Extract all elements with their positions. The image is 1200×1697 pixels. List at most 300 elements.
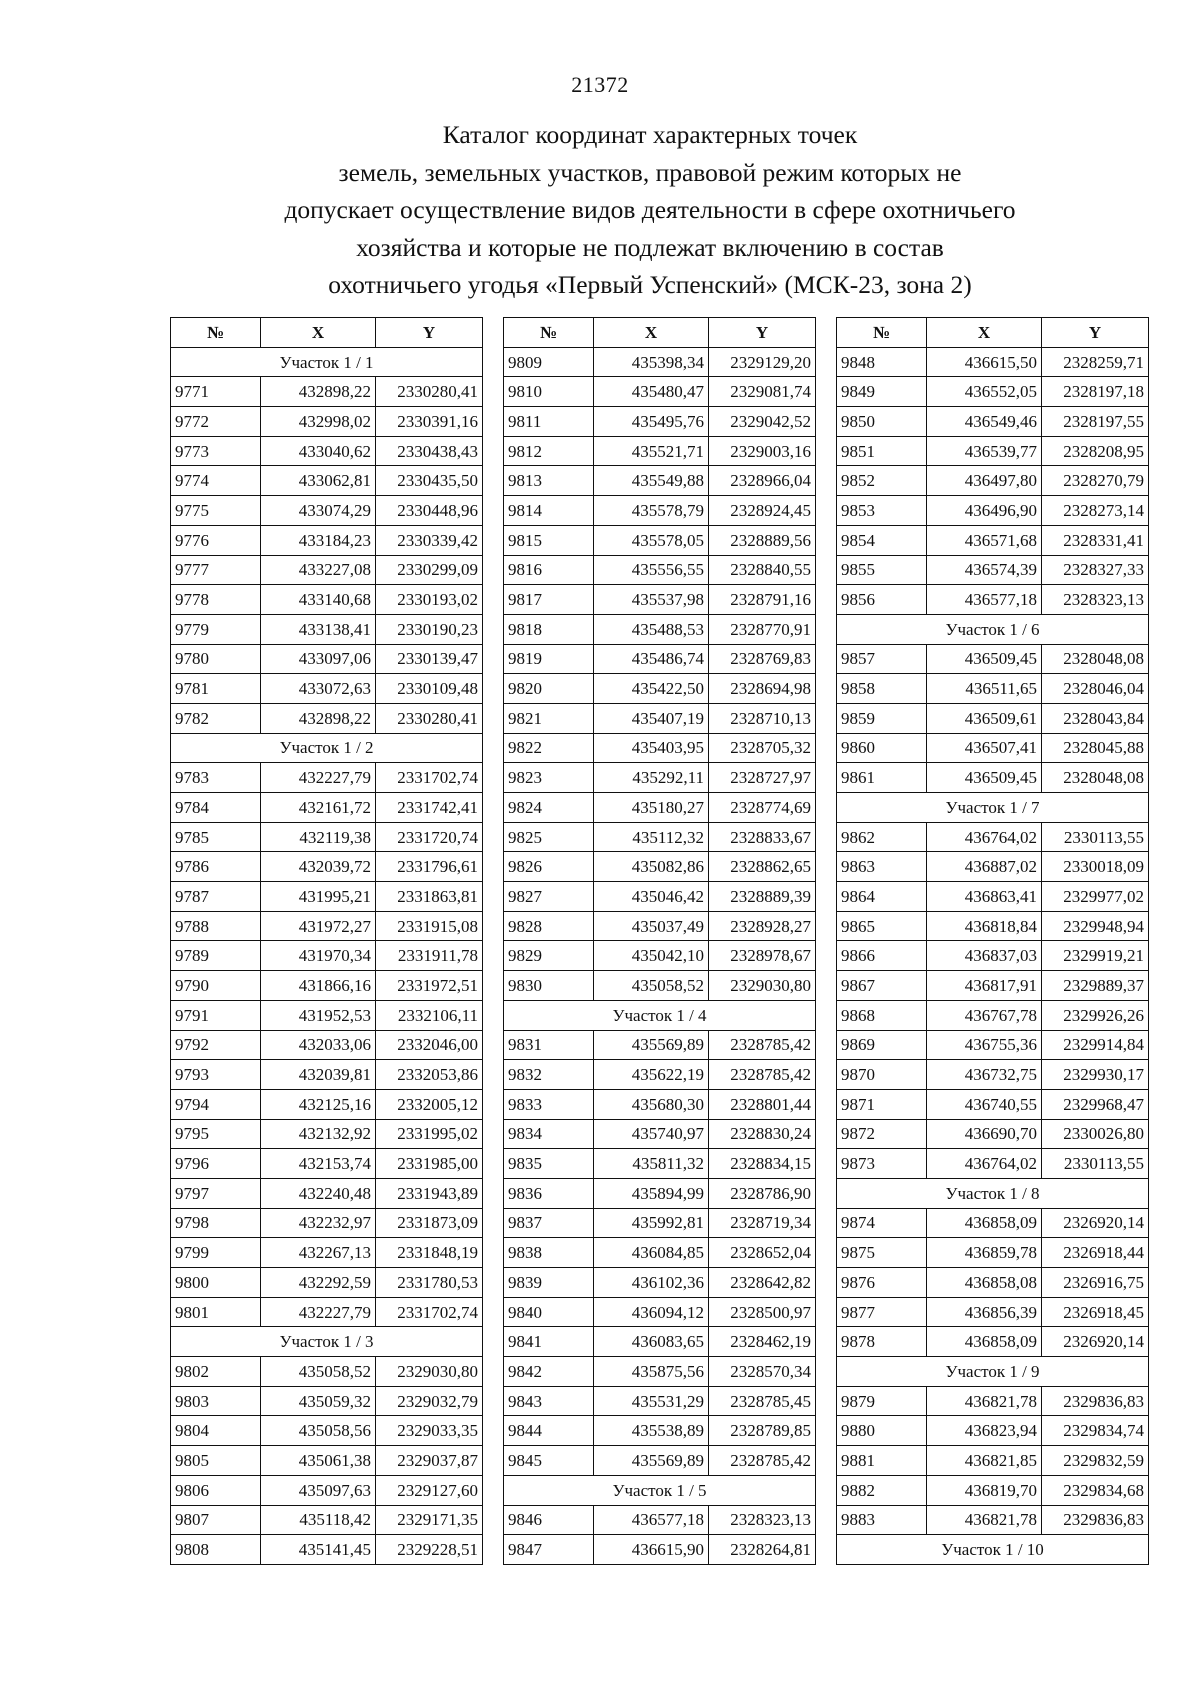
point-number-cell: 9777 <box>171 555 261 585</box>
section-row <box>171 1327 483 1357</box>
y-coordinate-cell: 2328331,41 <box>1042 525 1149 555</box>
x-coordinate-cell: 432267,13 <box>261 1238 376 1268</box>
x-coordinate-cell: 436549,46 <box>927 407 1042 437</box>
section-label: Участок 1 / 3 <box>171 1327 483 1357</box>
point-number-cell: 9776 <box>171 525 261 555</box>
table-body <box>504 347 816 1564</box>
point-number-cell: 9841 <box>504 1327 594 1357</box>
y-coordinate-cell: 2326916,75 <box>1042 1268 1149 1298</box>
section-row <box>837 1178 1149 1208</box>
point-number-cell: 9788 <box>171 911 261 941</box>
x-coordinate-cell: 435480,47 <box>594 377 709 407</box>
section-row <box>504 1475 816 1505</box>
table-row <box>171 1357 483 1387</box>
point-number-cell: 9824 <box>504 793 594 823</box>
x-coordinate-cell: 435118,42 <box>261 1505 376 1535</box>
point-number-cell: 9811 <box>504 407 594 437</box>
page-number: 21372 <box>571 72 629 97</box>
table-row <box>504 1327 816 1357</box>
point-number-cell: 9837 <box>504 1208 594 1238</box>
header-number: № <box>837 318 927 348</box>
point-number-cell: 9869 <box>837 1030 927 1060</box>
x-coordinate-cell: 435141,45 <box>261 1535 376 1565</box>
point-number-cell: 9873 <box>837 1149 927 1179</box>
y-coordinate-cell: 2331780,53 <box>376 1268 483 1298</box>
point-number-cell: 9817 <box>504 585 594 615</box>
header-number: № <box>504 318 594 348</box>
x-coordinate-cell: 436821,78 <box>927 1386 1042 1416</box>
y-coordinate-cell: 2328048,08 <box>1042 763 1149 793</box>
point-number-cell: 9804 <box>171 1416 261 1446</box>
y-coordinate-cell: 2329030,80 <box>709 971 816 1001</box>
point-number-cell: 9849 <box>837 377 927 407</box>
table-row <box>171 555 483 585</box>
point-number-cell: 9854 <box>837 525 927 555</box>
x-coordinate-cell: 435894,99 <box>594 1178 709 1208</box>
y-coordinate-cell: 2329834,74 <box>1042 1416 1149 1446</box>
y-coordinate-cell: 2328046,04 <box>1042 674 1149 704</box>
y-coordinate-cell: 2331702,74 <box>376 1297 483 1327</box>
title-line: охотничьего угодья «Первый Успенский» (МСК-23, зона 2) <box>328 270 972 299</box>
point-number-cell: 9794 <box>171 1089 261 1119</box>
x-coordinate-cell: 433097,06 <box>261 644 376 674</box>
point-number-cell: 9807 <box>171 1505 261 1535</box>
y-coordinate-cell: 2330280,41 <box>376 377 483 407</box>
section-row <box>837 793 1149 823</box>
x-coordinate-cell: 436690,70 <box>927 1119 1042 1149</box>
x-coordinate-cell: 432119,38 <box>261 822 376 852</box>
point-number-cell: 9787 <box>171 882 261 912</box>
point-number-cell: 9778 <box>171 585 261 615</box>
section-label: Участок 1 / 10 <box>837 1535 1149 1565</box>
table-row <box>171 1475 483 1505</box>
section-label: Участок 1 / 4 <box>504 1000 816 1030</box>
table-row <box>171 436 483 466</box>
table-row <box>837 882 1149 912</box>
point-number-cell: 9790 <box>171 971 261 1001</box>
y-coordinate-cell: 2326918,44 <box>1042 1238 1149 1268</box>
table-row <box>171 1238 483 1268</box>
point-number-cell: 9872 <box>837 1119 927 1149</box>
x-coordinate-cell: 435398,34 <box>594 347 709 377</box>
table-row <box>837 1386 1149 1416</box>
point-number-cell: 9871 <box>837 1089 927 1119</box>
table-row <box>504 1178 816 1208</box>
table-row <box>837 1416 1149 1446</box>
table-row <box>504 436 816 466</box>
point-number-cell: 9865 <box>837 911 927 941</box>
table-row <box>837 496 1149 526</box>
point-number-cell: 9799 <box>171 1238 261 1268</box>
point-number-cell: 9830 <box>504 971 594 1001</box>
x-coordinate-cell: 435486,74 <box>594 644 709 674</box>
point-number-cell: 9868 <box>837 1000 927 1030</box>
section-label: Участок 1 / 2 <box>171 733 483 763</box>
point-number-cell: 9823 <box>504 763 594 793</box>
y-coordinate-cell: 2329930,17 <box>1042 1060 1149 1090</box>
table-row <box>504 347 816 377</box>
y-coordinate-cell: 2331972,51 <box>376 971 483 1001</box>
table-row <box>837 703 1149 733</box>
x-coordinate-cell: 432033,06 <box>261 1030 376 1060</box>
y-coordinate-cell: 2328801,44 <box>709 1089 816 1119</box>
y-coordinate-cell: 2328928,27 <box>709 911 816 941</box>
table-row <box>837 407 1149 437</box>
point-number-cell: 9839 <box>504 1268 594 1298</box>
y-coordinate-cell: 2328978,67 <box>709 941 816 971</box>
point-number-cell: 9828 <box>504 911 594 941</box>
point-number-cell: 9798 <box>171 1208 261 1238</box>
x-coordinate-cell: 436858,08 <box>927 1268 1042 1298</box>
x-coordinate-cell: 435569,89 <box>594 1446 709 1476</box>
point-number-cell: 9821 <box>504 703 594 733</box>
x-coordinate-cell: 436817,91 <box>927 971 1042 1001</box>
x-coordinate-cell: 432039,81 <box>261 1060 376 1090</box>
x-coordinate-cell: 432153,74 <box>261 1149 376 1179</box>
point-number-cell: 9797 <box>171 1178 261 1208</box>
table-row <box>504 644 816 674</box>
table-row <box>837 585 1149 615</box>
point-number-cell: 9791 <box>171 1000 261 1030</box>
point-number-cell: 9779 <box>171 614 261 644</box>
x-coordinate-cell: 436552,05 <box>927 377 1042 407</box>
y-coordinate-cell: 2328785,42 <box>709 1446 816 1476</box>
table-row <box>504 377 816 407</box>
y-coordinate-cell: 2332005,12 <box>376 1089 483 1119</box>
x-coordinate-cell: 436509,45 <box>927 644 1042 674</box>
x-coordinate-cell: 433140,68 <box>261 585 376 615</box>
y-coordinate-cell: 2328719,34 <box>709 1208 816 1238</box>
y-coordinate-cell: 2328705,32 <box>709 733 816 763</box>
x-coordinate-cell: 436496,90 <box>927 496 1042 526</box>
point-number-cell: 9855 <box>837 555 927 585</box>
x-coordinate-cell: 433138,41 <box>261 614 376 644</box>
header-x: X <box>594 318 709 348</box>
table-row <box>171 525 483 555</box>
table-row <box>504 703 816 733</box>
x-coordinate-cell: 436823,94 <box>927 1416 1042 1446</box>
document-title <box>200 116 1100 304</box>
x-coordinate-cell: 436837,03 <box>927 941 1042 971</box>
x-coordinate-cell: 435740,97 <box>594 1119 709 1149</box>
y-coordinate-cell: 2328785,45 <box>709 1386 816 1416</box>
point-number-cell: 9781 <box>171 674 261 704</box>
table-row <box>837 941 1149 971</box>
table-row <box>504 1060 816 1090</box>
y-coordinate-cell: 2328727,97 <box>709 763 816 793</box>
y-coordinate-cell: 2331915,08 <box>376 911 483 941</box>
x-coordinate-cell: 435495,76 <box>594 407 709 437</box>
x-coordinate-cell: 436615,50 <box>927 347 1042 377</box>
x-coordinate-cell: 432998,02 <box>261 407 376 437</box>
x-coordinate-cell: 436509,61 <box>927 703 1042 733</box>
point-number-cell: 9843 <box>504 1386 594 1416</box>
table-row <box>504 793 816 823</box>
table-row <box>504 1446 816 1476</box>
y-coordinate-cell: 2330109,48 <box>376 674 483 704</box>
point-number-cell: 9862 <box>837 822 927 852</box>
point-number-cell: 9810 <box>504 377 594 407</box>
table-row <box>171 1089 483 1119</box>
section-label: Участок 1 / 5 <box>504 1475 816 1505</box>
x-coordinate-cell: 435292,11 <box>594 763 709 793</box>
y-coordinate-cell: 2328327,33 <box>1042 555 1149 585</box>
y-coordinate-cell: 2330339,42 <box>376 525 483 555</box>
point-number-cell: 9793 <box>171 1060 261 1090</box>
x-coordinate-cell: 431995,21 <box>261 882 376 912</box>
y-coordinate-cell: 2328789,85 <box>709 1416 816 1446</box>
point-number-cell: 9864 <box>837 882 927 912</box>
header-y: Y <box>1042 318 1149 348</box>
x-coordinate-cell: 435082,86 <box>594 852 709 882</box>
y-coordinate-cell: 2329889,37 <box>1042 971 1149 1001</box>
table-row <box>504 822 816 852</box>
point-number-cell: 9796 <box>171 1149 261 1179</box>
table-header-row <box>171 318 483 348</box>
table-body <box>171 347 483 1564</box>
table-row <box>837 644 1149 674</box>
y-coordinate-cell: 2329127,60 <box>376 1475 483 1505</box>
point-number-cell: 9845 <box>504 1446 594 1476</box>
y-coordinate-cell: 2330190,23 <box>376 614 483 644</box>
table-row <box>504 1416 816 1446</box>
y-coordinate-cell: 2328570,34 <box>709 1357 816 1387</box>
table-row <box>171 377 483 407</box>
table-row <box>171 1208 483 1238</box>
x-coordinate-cell: 431970,34 <box>261 941 376 971</box>
point-number-cell: 9878 <box>837 1327 927 1357</box>
point-number-cell: 9856 <box>837 585 927 615</box>
y-coordinate-cell: 2328323,13 <box>709 1505 816 1535</box>
section-label: Участок 1 / 1 <box>171 347 483 377</box>
point-number-cell: 9875 <box>837 1238 927 1268</box>
x-coordinate-cell: 435875,56 <box>594 1357 709 1387</box>
y-coordinate-cell: 2329032,79 <box>376 1386 483 1416</box>
x-coordinate-cell: 435058,52 <box>261 1357 376 1387</box>
point-number-cell: 9859 <box>837 703 927 733</box>
point-number-cell: 9876 <box>837 1268 927 1298</box>
point-number-cell: 9812 <box>504 436 594 466</box>
table-row <box>504 1238 816 1268</box>
table-row <box>837 1238 1149 1268</box>
y-coordinate-cell: 2328833,67 <box>709 822 816 852</box>
point-number-cell: 9825 <box>504 822 594 852</box>
point-number-cell: 9834 <box>504 1119 594 1149</box>
x-coordinate-cell: 435058,56 <box>261 1416 376 1446</box>
y-coordinate-cell: 2332106,11 <box>376 1000 483 1030</box>
y-coordinate-cell: 2328045,88 <box>1042 733 1149 763</box>
x-coordinate-cell: 436577,18 <box>927 585 1042 615</box>
y-coordinate-cell: 2331943,89 <box>376 1178 483 1208</box>
y-coordinate-cell: 2328270,79 <box>1042 466 1149 496</box>
table-row <box>171 407 483 437</box>
table-row <box>504 852 816 882</box>
y-coordinate-cell: 2330139,47 <box>376 644 483 674</box>
y-coordinate-cell: 2328048,08 <box>1042 644 1149 674</box>
table-row <box>837 911 1149 941</box>
section-label: Участок 1 / 6 <box>837 614 1149 644</box>
table-row <box>837 1327 1149 1357</box>
y-coordinate-cell: 2331702,74 <box>376 763 483 793</box>
y-coordinate-cell: 2328840,55 <box>709 555 816 585</box>
table-row <box>837 1446 1149 1476</box>
y-coordinate-cell: 2331911,78 <box>376 941 483 971</box>
y-coordinate-cell: 2329836,83 <box>1042 1505 1149 1535</box>
table-row <box>171 1446 483 1476</box>
point-number-cell: 9858 <box>837 674 927 704</box>
table-row <box>837 852 1149 882</box>
x-coordinate-cell: 432132,92 <box>261 1119 376 1149</box>
y-coordinate-cell: 2329926,26 <box>1042 1000 1149 1030</box>
y-coordinate-cell: 2330435,50 <box>376 466 483 496</box>
header-number: № <box>171 318 261 348</box>
y-coordinate-cell: 2330113,55 <box>1042 1149 1149 1179</box>
title-line: хозяйства и которые не подлежат включению в состав <box>356 232 944 262</box>
section-row <box>171 347 483 377</box>
table-row <box>504 1030 816 1060</box>
table-row <box>171 941 483 971</box>
point-number-cell: 9833 <box>504 1089 594 1119</box>
point-number-cell: 9795 <box>171 1119 261 1149</box>
y-coordinate-cell: 2331985,00 <box>376 1149 483 1179</box>
x-coordinate-cell: 431972,27 <box>261 911 376 941</box>
table-row <box>171 1416 483 1446</box>
y-coordinate-cell: 2328769,83 <box>709 644 816 674</box>
point-number-cell: 9863 <box>837 852 927 882</box>
x-coordinate-cell: 435622,19 <box>594 1060 709 1090</box>
y-coordinate-cell: 2326920,14 <box>1042 1327 1149 1357</box>
point-number-cell: 9801 <box>171 1297 261 1327</box>
table-row <box>171 1119 483 1149</box>
x-coordinate-cell: 436732,75 <box>927 1060 1042 1090</box>
x-coordinate-cell: 435061,38 <box>261 1446 376 1476</box>
x-coordinate-cell: 435578,05 <box>594 525 709 555</box>
y-coordinate-cell: 2328642,82 <box>709 1268 816 1298</box>
x-coordinate-cell: 436507,41 <box>927 733 1042 763</box>
title-line: Каталог координат характерных точек <box>442 120 858 149</box>
point-number-cell: 9860 <box>837 733 927 763</box>
table-row <box>837 1475 1149 1505</box>
point-number-cell: 9785 <box>171 822 261 852</box>
x-coordinate-cell: 435059,32 <box>261 1386 376 1416</box>
table-row <box>837 1000 1149 1030</box>
section-label: Участок 1 / 8 <box>837 1178 1149 1208</box>
table-row <box>837 377 1149 407</box>
table-row <box>837 1030 1149 1060</box>
point-number-cell: 9848 <box>837 347 927 377</box>
point-number-cell: 9827 <box>504 882 594 912</box>
table-header-row <box>504 318 816 348</box>
point-number-cell: 9836 <box>504 1178 594 1208</box>
x-coordinate-cell: 433062,81 <box>261 466 376 496</box>
table-row <box>504 466 816 496</box>
point-number-cell: 9780 <box>171 644 261 674</box>
point-number-cell: 9772 <box>171 407 261 437</box>
table-row <box>837 674 1149 704</box>
x-coordinate-cell: 436094,12 <box>594 1297 709 1327</box>
point-number-cell: 9819 <box>504 644 594 674</box>
section-label: Участок 1 / 9 <box>837 1357 1149 1387</box>
point-number-cell: 9789 <box>171 941 261 971</box>
point-number-cell: 9883 <box>837 1505 927 1535</box>
coordinates-table-3 <box>836 317 1149 1565</box>
x-coordinate-cell: 435811,32 <box>594 1149 709 1179</box>
x-coordinate-cell: 436767,78 <box>927 1000 1042 1030</box>
point-number-cell: 9840 <box>504 1297 594 1327</box>
y-coordinate-cell: 2328889,39 <box>709 882 816 912</box>
table-row <box>504 407 816 437</box>
y-coordinate-cell: 2326918,45 <box>1042 1297 1149 1327</box>
x-coordinate-cell: 436863,41 <box>927 882 1042 912</box>
x-coordinate-cell: 436858,09 <box>927 1208 1042 1238</box>
y-coordinate-cell: 2330026,80 <box>1042 1119 1149 1149</box>
x-coordinate-cell: 432039,72 <box>261 852 376 882</box>
table-row <box>837 1060 1149 1090</box>
y-coordinate-cell: 2330448,96 <box>376 496 483 526</box>
table-row <box>171 585 483 615</box>
section-row <box>504 1000 816 1030</box>
table-row <box>504 1089 816 1119</box>
y-coordinate-cell: 2328785,42 <box>709 1030 816 1060</box>
x-coordinate-cell: 436856,39 <box>927 1297 1042 1327</box>
y-coordinate-cell: 2328208,95 <box>1042 436 1149 466</box>
y-coordinate-cell: 2329171,35 <box>376 1505 483 1535</box>
y-coordinate-cell: 2331848,19 <box>376 1238 483 1268</box>
x-coordinate-cell: 435046,42 <box>594 882 709 912</box>
point-number-cell: 9822 <box>504 733 594 763</box>
table-row <box>504 941 816 971</box>
section-row <box>837 1357 1149 1387</box>
x-coordinate-cell: 431866,16 <box>261 971 376 1001</box>
table-body <box>837 347 1149 1564</box>
x-coordinate-cell: 432898,22 <box>261 703 376 733</box>
table-row <box>504 555 816 585</box>
table-row <box>837 1149 1149 1179</box>
x-coordinate-cell: 436511,65 <box>927 674 1042 704</box>
point-number-cell: 9815 <box>504 525 594 555</box>
y-coordinate-cell: 2329968,47 <box>1042 1089 1149 1119</box>
x-coordinate-cell: 435097,63 <box>261 1475 376 1505</box>
point-number-cell: 9829 <box>504 941 594 971</box>
y-coordinate-cell: 2330438,43 <box>376 436 483 466</box>
y-coordinate-cell: 2329948,94 <box>1042 911 1149 941</box>
table-row <box>837 466 1149 496</box>
point-number-cell: 9866 <box>837 941 927 971</box>
table-row <box>171 1386 483 1416</box>
x-coordinate-cell: 433074,29 <box>261 496 376 526</box>
y-coordinate-cell: 2328197,55 <box>1042 407 1149 437</box>
table-row <box>837 555 1149 585</box>
table-row <box>171 1000 483 1030</box>
y-coordinate-cell: 2328862,65 <box>709 852 816 882</box>
point-number-cell: 9808 <box>171 1535 261 1565</box>
table-row <box>171 703 483 733</box>
coordinates-table-2 <box>503 317 816 1565</box>
x-coordinate-cell: 436571,68 <box>927 525 1042 555</box>
y-coordinate-cell: 2329030,80 <box>376 1357 483 1387</box>
y-coordinate-cell: 2331873,09 <box>376 1208 483 1238</box>
table-row <box>171 614 483 644</box>
table-row <box>171 1060 483 1090</box>
x-coordinate-cell: 436577,18 <box>594 1505 709 1535</box>
y-coordinate-cell: 2328774,69 <box>709 793 816 823</box>
x-coordinate-cell: 435992,81 <box>594 1208 709 1238</box>
header-x: X <box>927 318 1042 348</box>
y-coordinate-cell: 2329037,87 <box>376 1446 483 1476</box>
table-row <box>504 674 816 704</box>
y-coordinate-cell: 2329836,83 <box>1042 1386 1149 1416</box>
x-coordinate-cell: 436818,84 <box>927 911 1042 941</box>
